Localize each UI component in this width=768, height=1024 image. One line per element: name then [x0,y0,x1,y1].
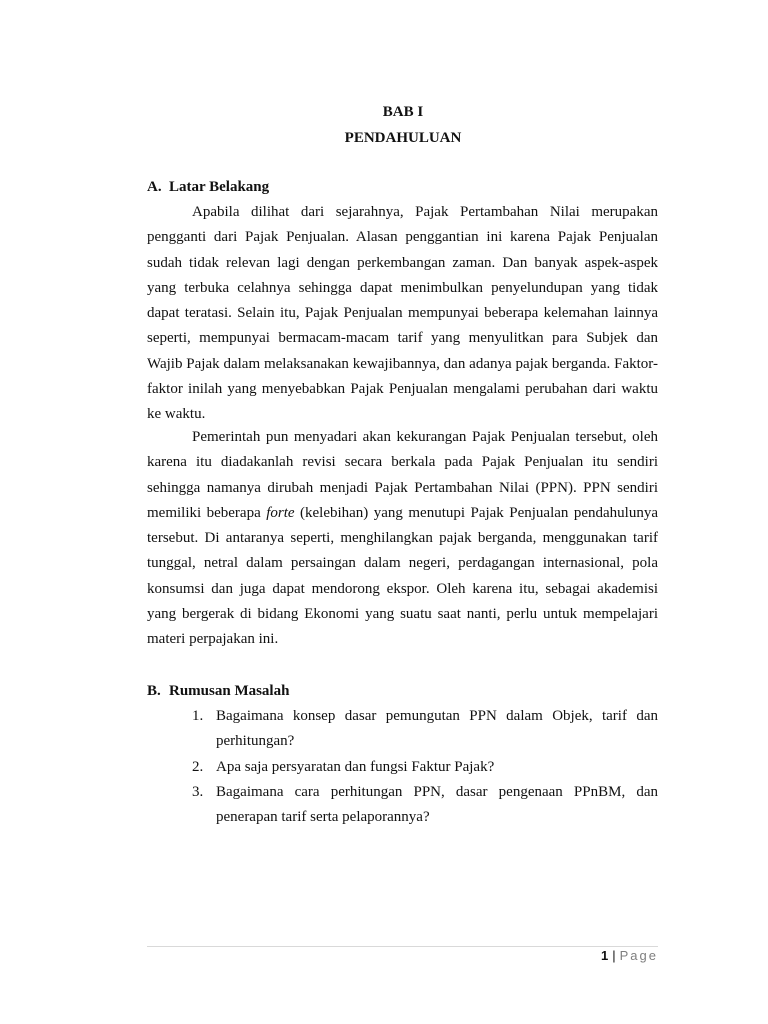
section-a-number: A. [147,179,162,195]
list-item [170,755,658,780]
list-item-text: Apa saja persyaratan dan fungsi Faktur Pajak? [216,758,495,775]
list-item-text: Bagaimana cara perhitungan PPN, dasar pengenaan PPnBM, dan penerapan tarif serta pelaporannya? [216,783,658,826]
page-label: Page [619,948,658,963]
section-b-heading [147,683,289,700]
chapter-title: PENDAHULUAN [344,130,462,146]
paragraph-2-part2: (kelebihan) yang menutupi Pajak Penjualan pendahulunya tersebut. Di antaranya seperti, menghilangkan pajak berganda, menggunakan tarif tunggal, netral dalam persaingan dalam negeri, perdagangan internasional, pola konsumsi dan juga dapat mendorong ekspor. Oleh karena itu, sebagai akademisi yang bergerak di bidang Ekonomi yang suatu saat nanti, perlu untuk mempelajari materi perpajakan ini. [147,504,658,648]
footer-divider [147,946,658,947]
section-a-title: Latar Belakang [169,179,270,195]
footer-separator: | [612,948,616,963]
section-b-number: B. [147,683,161,699]
page-footer [601,948,658,963]
section-a-heading [147,179,269,196]
chapter-number: BAB I [382,104,424,120]
paragraph-2-part1: Pemerintah pun menyadari akan kekurangan Pajak Penjualan tersebut, oleh karena itu diadakanlah revisi secara berkala pada Pajak Penjualan itu sendiri sehingga namanya dirubah menjadi Pajak Pertambahan Nilai (PPN). PPN sendiri memiliki beberapa [147,429,658,521]
list-item-number: 2. [192,758,204,775]
problem-list [170,704,658,830]
page-number: 1 [601,948,609,963]
list-item [170,780,658,831]
paragraph-2 [147,425,658,653]
section-b-title: Rumusan Masalah [169,683,290,699]
list-item-number: 1. [192,708,204,724]
list-item-text: Bagaimana konsep dasar pemungutan PPN dalam Objek, tarif dan perhitungan? [216,708,658,750]
paragraph-1: Apabila dilihat dari sejarahnya, Pajak Pertambahan Nilai merupakan pengganti dari Pajak Penjualan. Alasan penggantian ini karena Pajak Penjualan sudah tidak relevan lagi dengan perkembangan zaman. Dan banyak aspek-aspek yang terbuka celahnya sehingga dapat menimbulkan penyelundupan yang tidak dapat teratasi. Selain itu, Pajak Penjualan mempunyai beberapa kelemahan lainnya seperti, mempunyai bermacam-macam tarif yang menyulitkan para Subjek dan Wajib Pajak dalam melaksanakan kewajibannya, dan adanya pajak berganda. Faktor-faktor inilah yang menyebabkan Pajak Penjualan mengalami perubahan dari waktu ke waktu. [147,204,658,423]
paragraph-2-italic-term: forte [266,504,295,521]
list-item-number: 3. [192,783,204,800]
list-item [170,704,658,755]
